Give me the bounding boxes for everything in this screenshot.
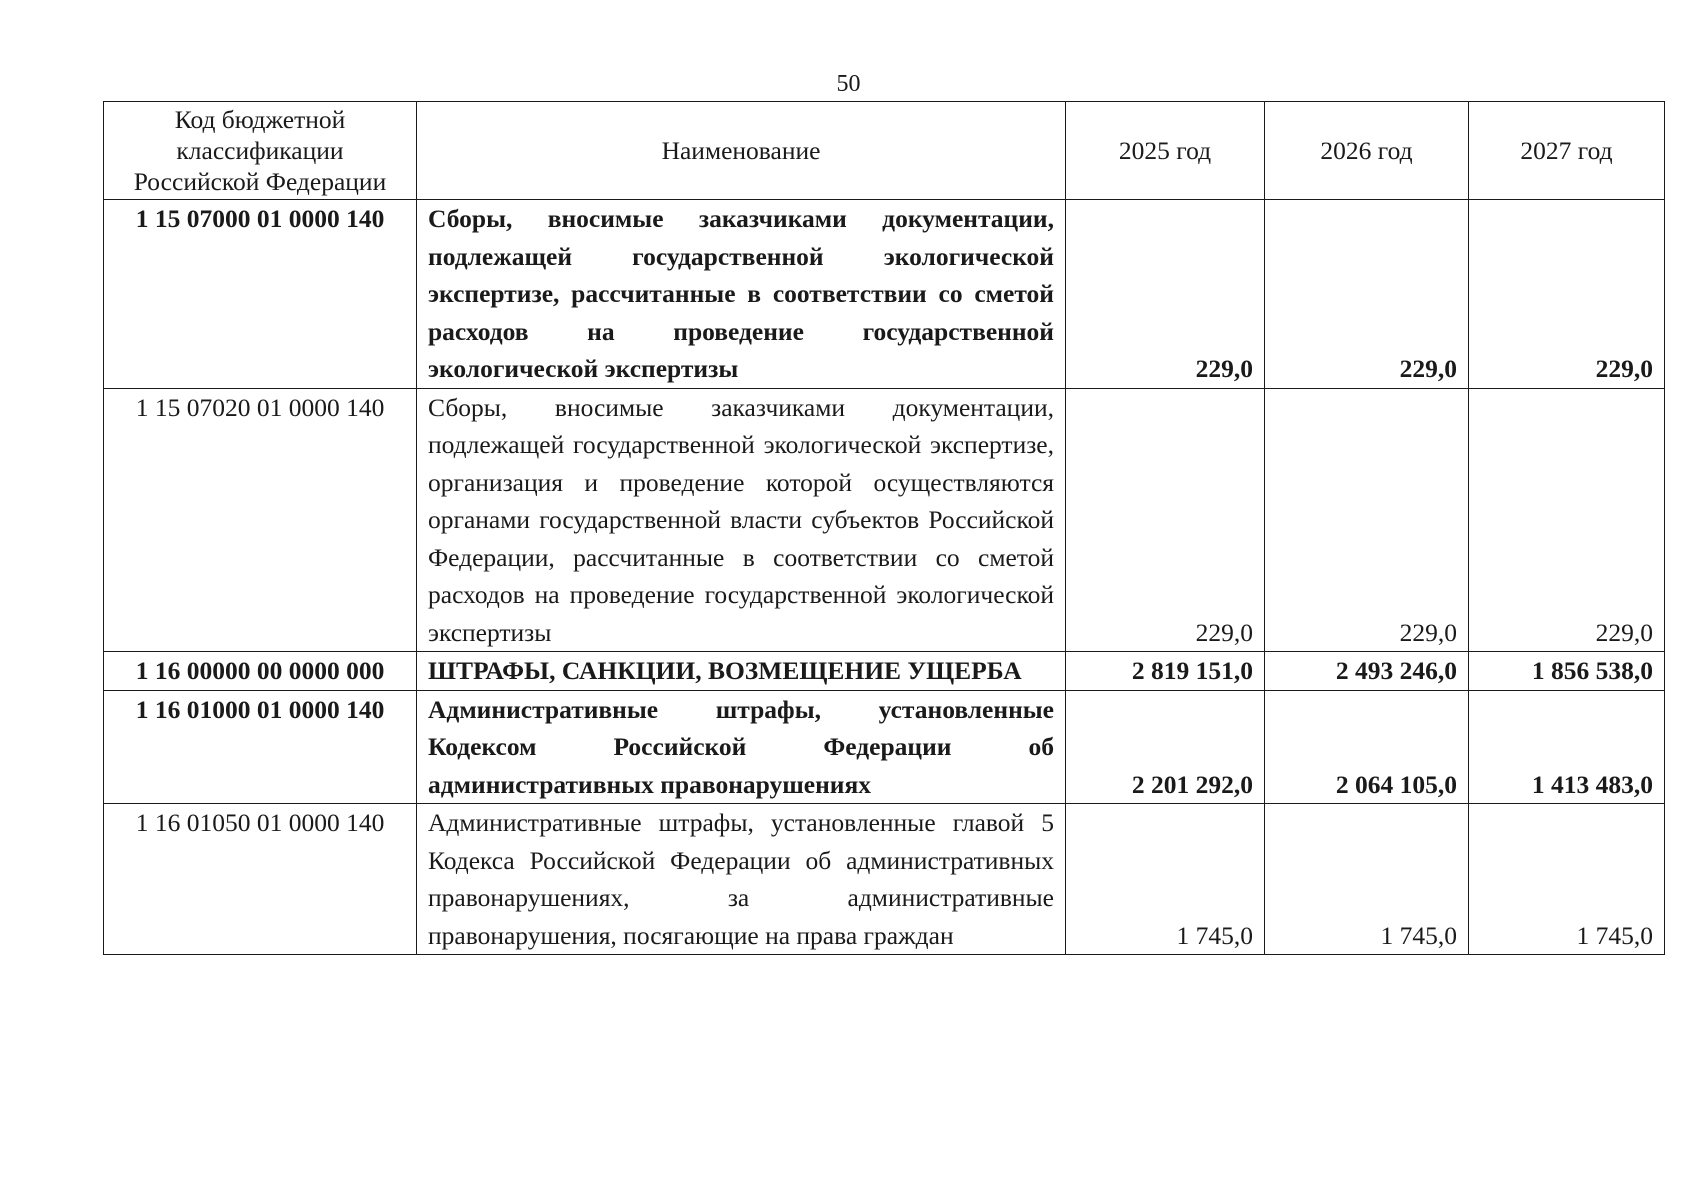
- row-value-2025: 2 819 151,0: [1066, 652, 1265, 691]
- row-value-2027: 229,0: [1469, 200, 1665, 389]
- header-2026: 2026 год: [1265, 102, 1469, 200]
- row-value-2025: 229,0: [1066, 200, 1265, 389]
- row-value-2026: 2 064 105,0: [1265, 690, 1469, 804]
- table-header-row: [104, 102, 1665, 200]
- row-code: 1 15 07020 01 0000 140: [104, 388, 417, 652]
- row-value-2025: 1 745,0: [1066, 804, 1265, 955]
- row-value-2026: 229,0: [1265, 200, 1469, 389]
- row-name: Сборы, вносимые заказчиками документации, подлежащей государственной экологической экспертизе, организация и проведение которой осуществляются органами государственной власти субъектов Российской Федерации, рассчитанные в соответствии со сметой расходов на проведение государственной экологической экспертизы: [417, 388, 1066, 652]
- page-number: 50: [836, 71, 861, 97]
- header-code: Код бюджетной классификации Российской Федерации: [104, 102, 417, 200]
- row-value-2026: 229,0: [1265, 388, 1469, 652]
- header-name: Наименование: [417, 102, 1066, 200]
- header-2025: 2025 год: [1066, 102, 1265, 200]
- row-value-2026: 1 745,0: [1265, 804, 1469, 955]
- row-name: Административные штрафы, установленные главой 5 Кодекса Российской Федерации об административных правонарушениях, за административные правонарушения, посягающие на права граждан: [417, 804, 1066, 955]
- row-value-2026: 2 493 246,0: [1265, 652, 1469, 691]
- table-row: [104, 200, 1665, 389]
- row-value-2027: 229,0: [1469, 388, 1665, 652]
- row-code: 1 16 01000 01 0000 140: [104, 690, 417, 804]
- row-value-2027: 1 856 538,0: [1469, 652, 1665, 691]
- row-value-2025: 2 201 292,0: [1066, 690, 1265, 804]
- row-code: 1 15 07000 01 0000 140: [104, 200, 417, 389]
- row-name: ШТРАФЫ, САНКЦИИ, ВОЗМЕЩЕНИЕ УЩЕРБА: [417, 652, 1066, 691]
- row-value-2027: 1 413 483,0: [1469, 690, 1665, 804]
- row-name: Сборы, вносимые заказчиками документации, подлежащей государственной экологической экспертизе, рассчитанные в соответствии со сметой расходов на проведение государственной экологической экспертизы: [417, 200, 1066, 389]
- table-row: [104, 804, 1665, 955]
- row-code: 1 16 01050 01 0000 140: [104, 804, 417, 955]
- budget-table: [103, 101, 1665, 955]
- row-name: Административные штрафы, установленные Кодексом Российской Федерации об административных правонарушениях: [417, 690, 1066, 804]
- header-2027: 2027 год: [1469, 102, 1665, 200]
- table-row: [104, 652, 1665, 691]
- row-code: 1 16 00000 00 0000 000: [104, 652, 417, 691]
- row-value-2027: 1 745,0: [1469, 804, 1665, 955]
- table-row: [104, 690, 1665, 804]
- table-row: [104, 388, 1665, 652]
- row-value-2025: 229,0: [1066, 388, 1265, 652]
